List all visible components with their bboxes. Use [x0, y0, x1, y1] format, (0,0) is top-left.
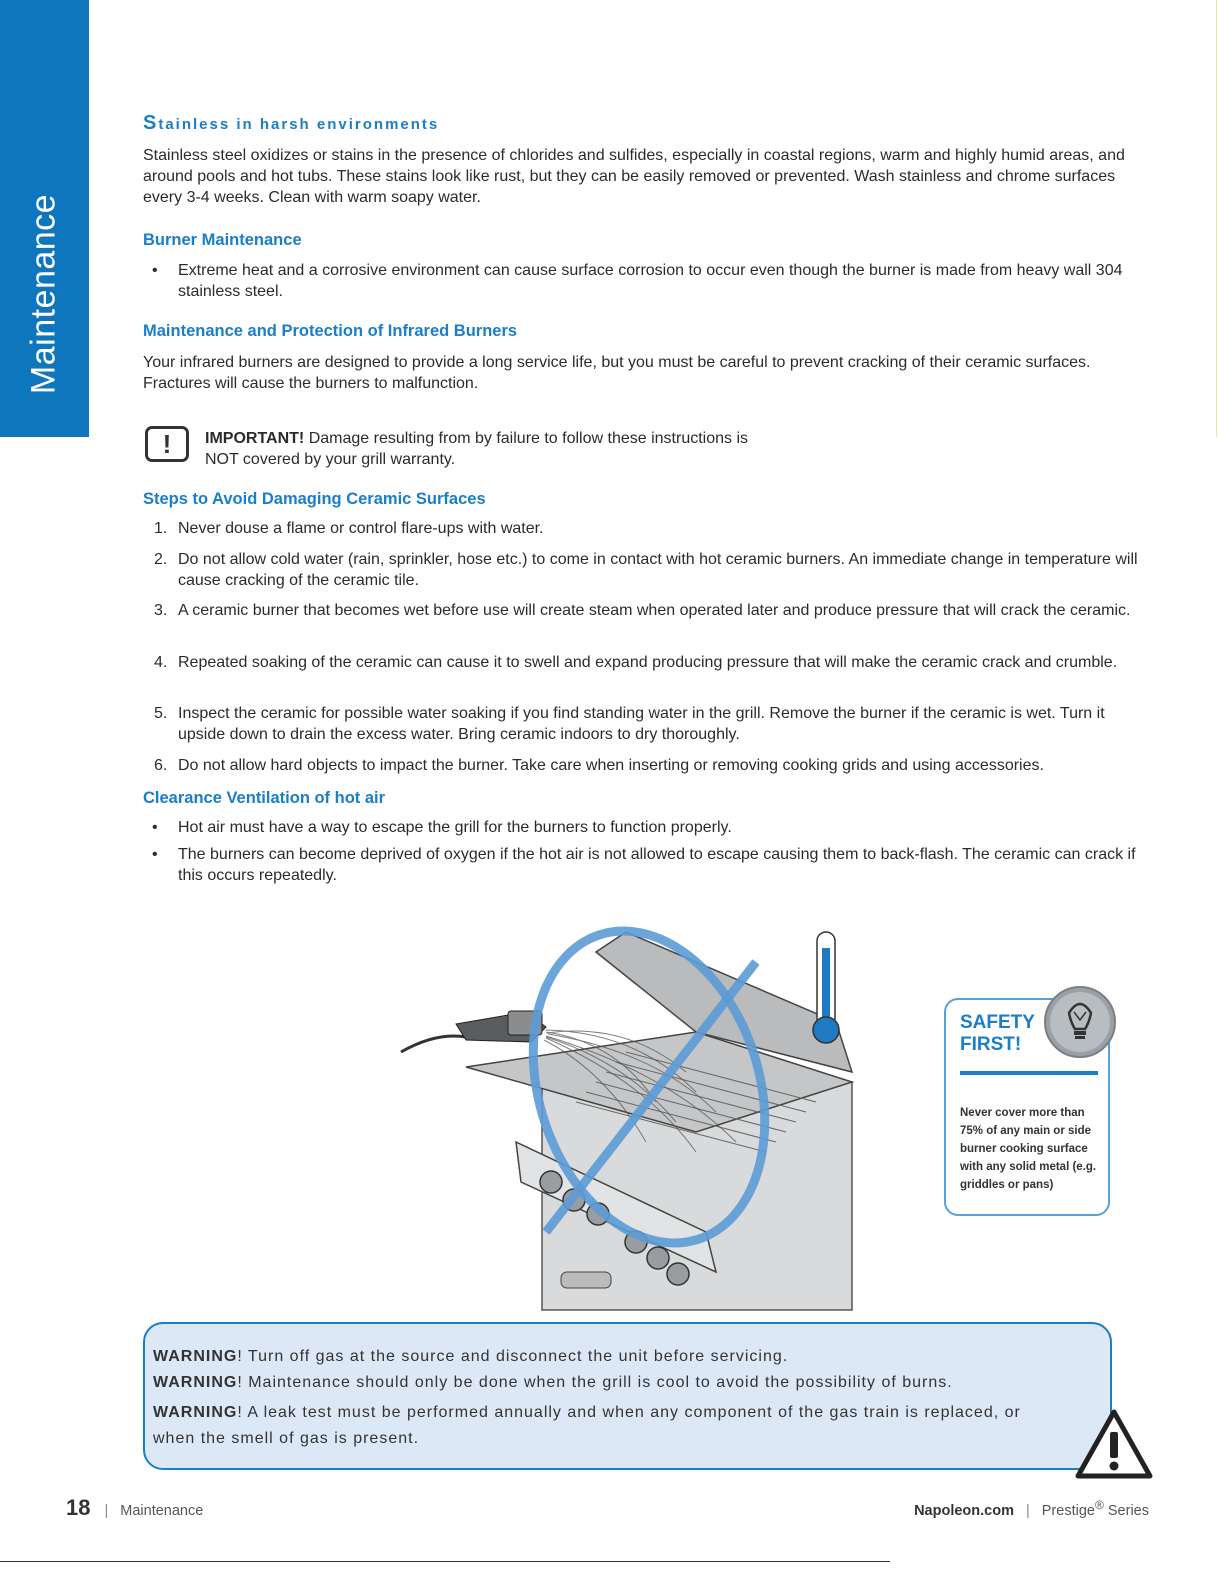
warning-line: [153, 1374, 953, 1392]
list-item: [143, 518, 1143, 539]
list-item: [143, 703, 1143, 745]
step-number: 2.: [154, 551, 168, 568]
safety-title: SAFETY FIRST!: [960, 1012, 1035, 1055]
step-text: A ceramic burner that becomes wet before use will create steam when operated later and produce pressure that will crack the ceramic.: [178, 602, 1131, 619]
list-item: [143, 652, 1143, 673]
footer-site-link[interactable]: Napoleon.com: [914, 1502, 1014, 1519]
step-number: 1.: [154, 520, 168, 537]
list-item: [143, 549, 1143, 591]
footer-section: Maintenance: [120, 1503, 204, 1519]
important-icon: !: [145, 426, 189, 462]
step-number: 6.: [154, 757, 168, 774]
warning-label: WARNING: [153, 1374, 238, 1391]
important-note: [205, 428, 765, 470]
footer-right: [914, 1498, 1149, 1519]
list-item: • The burners can become deprived of oxygen if the hot air is not allowed to escape causing them to back-flash. The ceramic can crack if this occurs repeatedly.: [152, 846, 1136, 884]
footer-separator: |: [104, 1503, 109, 1519]
safety-text: Never cover more than 75% of any main or side burner cooking surface with any solid metal (e.g. griddles or pans): [960, 1107, 1097, 1191]
safety-first-card: [944, 998, 1110, 1216]
steps-heading: Steps to Avoid Damaging Ceramic Surfaces: [143, 490, 486, 508]
step-text: Repeated soaking of the ceramic can cause it to swell and expand producing pressure that will make the ceramic crack and crumble.: [178, 654, 1118, 671]
step-number: 4.: [154, 654, 168, 671]
warning-text: ! Maintenance should only be done when the grill is cool to avoid the possibility of burns.: [237, 1374, 953, 1391]
list-item: [143, 755, 1143, 776]
list-item: • Extreme heat and a corrosive environment can cause surface corrosion to occur even though the burner is made from heavy wall 304 stainless steel.: [152, 262, 1123, 300]
warning-box: [143, 1322, 1112, 1470]
lightbulb-icon: [1043, 985, 1117, 1059]
bullet-text: Hot air must have a way to escape the grill for the burners to function properly.: [178, 819, 732, 836]
step-text: Never douse a flame or control flare-ups with water.: [178, 520, 544, 537]
burner-maintenance-heading: Burner Maintenance: [143, 231, 302, 249]
safety-divider: [960, 1071, 1098, 1075]
registered-mark: ®: [1094, 1498, 1104, 1512]
infrared-heading: Maintenance and Protection of Infrared Burners: [143, 322, 518, 340]
warning-line: [153, 1400, 1053, 1452]
bottom-rule: [0, 1561, 890, 1562]
list-item: [143, 600, 1143, 621]
footer-series: Prestige: [1041, 1502, 1095, 1519]
step-text: Do not allow cold water (rain, sprinkler, hose etc.) to come in contact with hot ceramic burners. An immediate change in temperature will cause cracking of the ceramic tile.: [178, 551, 1138, 589]
warning-text: ! Turn off gas at the source and disconnect the unit before servicing.: [237, 1348, 789, 1365]
bullet-text: The burners can become deprived of oxygen if the hot air is not allowed to escape causing them to back-flash. The ceramic can crack if this occurs repeatedly.: [178, 846, 1136, 884]
list-item: • Hot air must have a way to escape the grill for the burners to function properly.: [152, 819, 732, 836]
step-text: Inspect the ceramic for possible water soaking if you find standing water in the grill. Remove the burner if the ceramic is wet. Turn it upside down to drain the excess water. Bring ceramic indoors to dry thoroughly.: [178, 705, 1105, 743]
step-text: Do not allow hard objects to impact the burner. Take care when inserting or removing cooking grids and using accessories.: [178, 757, 1044, 774]
page-number: 18: [66, 1495, 91, 1520]
right-margin-rule: [1216, 0, 1217, 437]
side-tab: [0, 0, 89, 437]
step-number: 5.: [154, 705, 168, 722]
section-title: Stainless in harsh environments: [143, 112, 440, 134]
warning-label: WARNING: [153, 1348, 238, 1365]
warning-triangle-icon: [1075, 1408, 1153, 1480]
bullet-text: Extreme heat and a corrosive environment can cause surface corrosion to occur even though the burner is made from heavy wall 304 stainless steel.: [178, 262, 1123, 300]
footer-left: [66, 1495, 203, 1521]
warning-text: ! A leak test must be performed annually and when any component of the gas train is replaced, or when the smell of gas is present.: [153, 1404, 1021, 1447]
footer-separator: |: [1025, 1502, 1030, 1519]
warning-line: [153, 1348, 788, 1366]
side-tab-label: Maintenance: [24, 193, 63, 395]
warning-label: WARNING: [153, 1404, 238, 1421]
step-number: 3.: [154, 602, 168, 619]
infrared-body: Your infrared burners are designed to provide a long service life, but you must be careful to prevent cracking of their ceramic surfaces. Fractures will cause the burners to malfunction.: [143, 354, 1091, 392]
footer-series-suffix: Series: [1107, 1502, 1149, 1519]
important-text: Damage resulting from by failure to follow these instructions is NOT covered by your grill warranty.: [205, 430, 749, 468]
grill-water-prohibited-illustration: [396, 912, 856, 1312]
stainless-body: Stainless steel oxidizes or stains in the presence of chlorides and sulfides, especially in coastal regions, warm and highly humid areas, and around pools and hot tubs. These stains look like rust, but they can be easily removed or prevented. Wash stainless and chrome surfaces every 3-4 weeks. Clean with warm soapy water.: [143, 147, 1125, 206]
clearance-heading: Clearance Ventilation of hot air: [143, 789, 386, 807]
important-label: IMPORTANT!: [205, 430, 305, 447]
